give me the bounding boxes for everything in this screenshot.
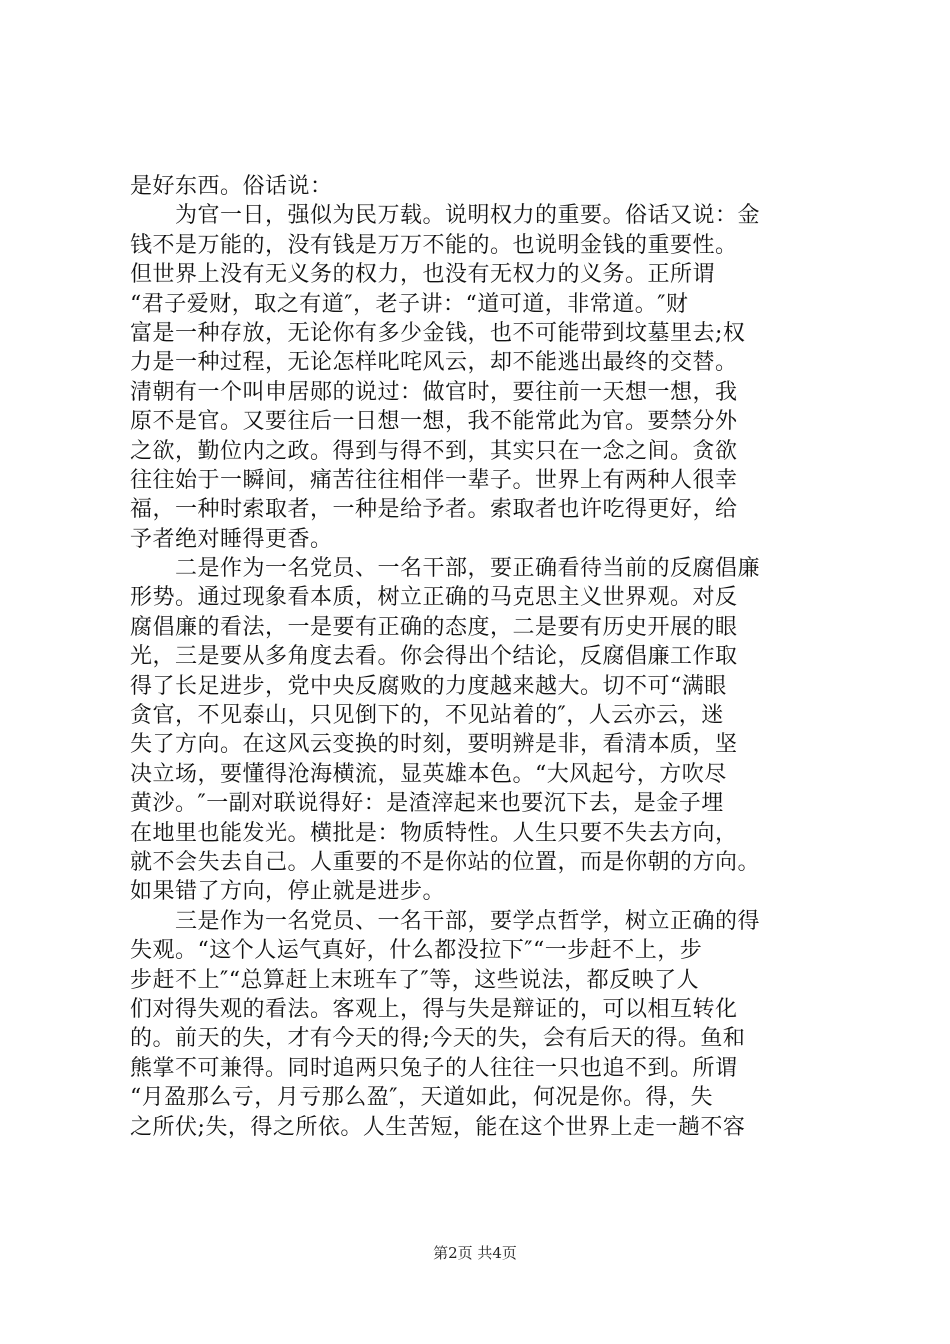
text-line: 们对得失观的看法。客观上，得与失是辩证的，可以相互转化 [130,996,738,1022]
text-line: 腐倡廉的看法，一是要有正确的态度，二是要有历史开展的眼 [130,614,738,640]
text-line: 钱不是万能的，没有钱是万万不能的。也说明金钱的重要性。 [130,232,738,258]
text-line: 的。前天的失，才有今天的得;今天的失，会有后天的得。鱼和 [130,1026,746,1052]
text-line: 为官一日，强似为民万载。说明权力的重要。俗话又说：金 [130,203,761,229]
text-line: 福，一种时索取者，一种是给予者。索取者也许吃得更好，给 [130,497,738,523]
text-line: 如果错了方向，停止就是进步。 [130,879,446,905]
text-line: 形势。通过现象看本质，树立正确的马克思主义世界观。对反 [130,585,738,611]
text-line: 熊掌不可兼得。同时追两只兔子的人往往一只也追不到。所谓 [130,1055,738,1081]
text-line: 原不是官。又要往后一日想一想，我不能常此为官。要禁分外 [130,409,738,435]
text-line: 步赶不上″“总算赶上末班车了″等，这些说法，都反映了人 [130,967,700,993]
text-line: 富是一种存放，无论你有多少金钱，也不可能带到坟墓里去;权 [130,320,746,346]
text-line: 在地里也能发光。横批是：物质特性。人生只要不失去方向， [130,820,738,846]
body-text [130,172,830,1142]
text-line: 三是作为一名党员、一名干部，要学点哲学，树立正确的得 [130,908,761,934]
text-line: 失了方向。在这风云变换的时刻，要明辨是非，看清本质，坚 [130,732,738,758]
text-line: 黄沙。″一副对联说得好：是渣滓起来也要沉下去，是金子埋 [130,791,724,817]
text-line: 失观。“这个人运气真好，什么都没拉下″“一步赶不上，步 [130,938,703,964]
text-line: 但世界上没有无义务的权力，也没有无权力的义务。正所谓 [130,262,716,288]
text-line: 二是作为一名党员、一名干部，要正确看待当前的反腐倡廉 [130,556,761,582]
text-line: 就不会失去自己。人重要的不是你站的位置，而是你朝的方向。 [130,849,761,875]
text-line: “君子爱财，取之有道″，老子讲：“道可道，非常道。″财 [130,291,689,317]
text-line: 决立场，要懂得沧海横流，显英雄本色。“大风起兮，方吹尽 [130,761,727,787]
text-line: 之所伏;失，得之所依。人生苦短，能在这个世界上走一趟不容 [130,1114,746,1140]
text-line: 予者绝对睡得更香。 [130,526,333,552]
page-number: 第2页 共4页 [433,1244,517,1262]
text-line: 之欲，勤位内之政。得到与得不到，其实只在一念之间。贪欲 [130,438,738,464]
text-line: 是好东西。俗话说： [130,174,333,199]
text-line: 往往始于一瞬间，痛苦往往相伴一辈子。世界上有两种人很幸 [130,467,738,493]
text-line: 贪官，不见泰山，只见倒下的，不见站着的″，人云亦云，迷 [130,703,724,729]
text-line: 力是一种过程，无论怎样叱咤风云，却不能逃出最终的交替。 [130,350,738,376]
text-line: 得了长足进步，党中央反腐败的力度越来越大。切不可“满眼 [130,673,727,699]
page-footer [0,1243,950,1263]
text-line: 光，三是要从多角度去看。你会得出个结论，反腐倡廉工作取 [130,644,738,670]
text-line: 清朝有一个叫申居郧的说过：做官时，要往前一天想一想，我 [130,379,738,405]
text-line: “月盈那么亏，月亏那么盈″，天道如此，何况是你。得，失 [130,1085,713,1111]
